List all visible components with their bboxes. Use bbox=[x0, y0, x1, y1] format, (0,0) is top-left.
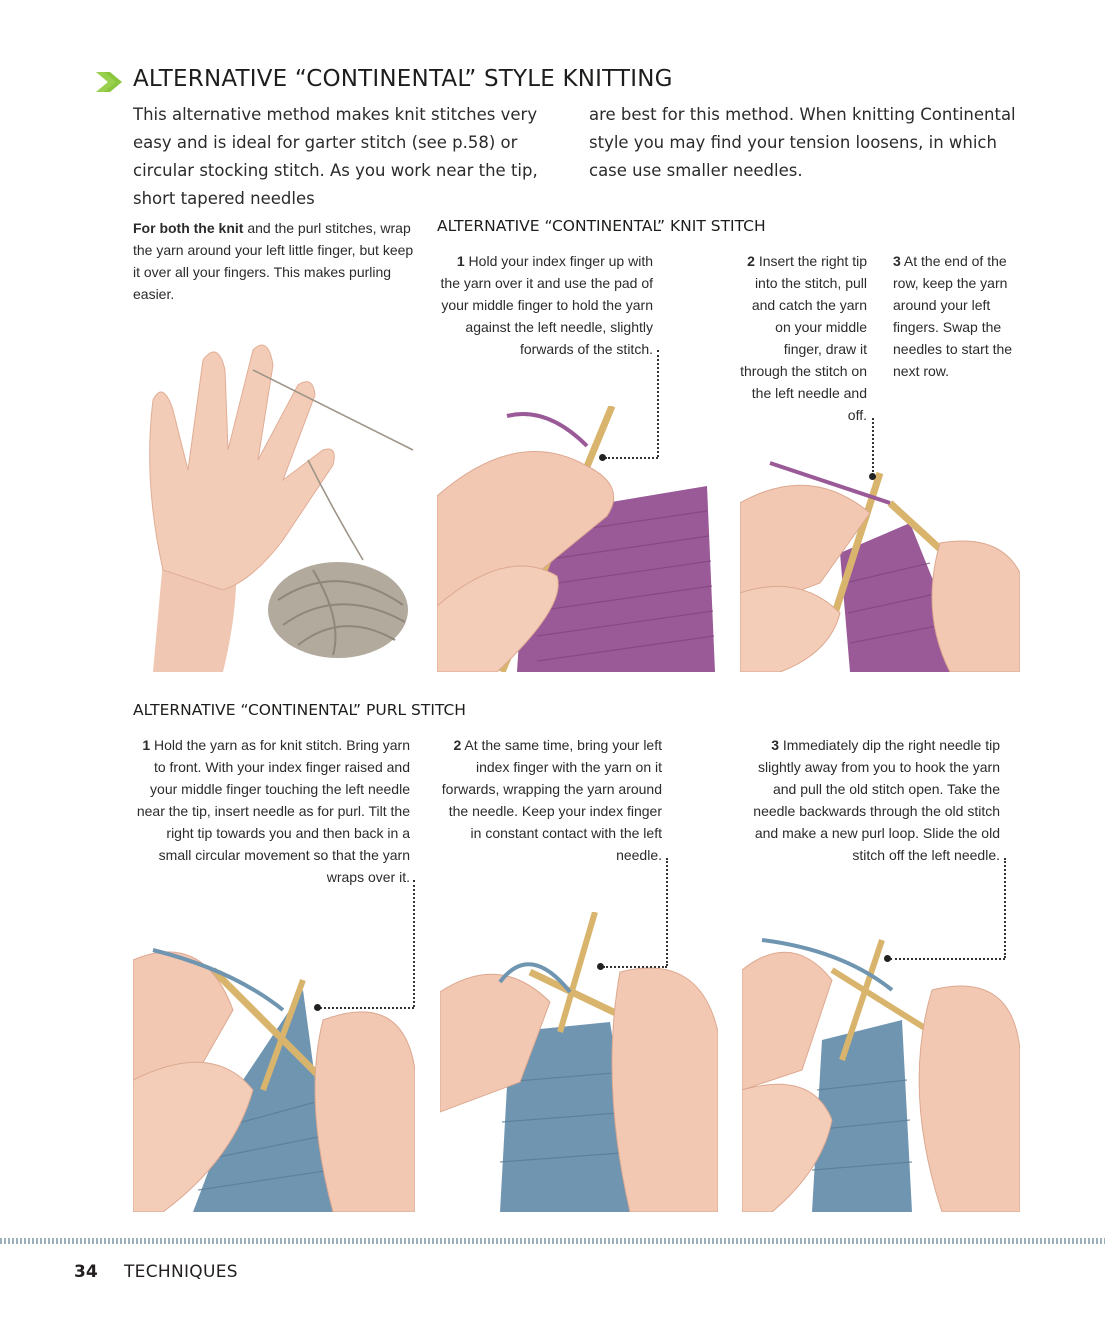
knit-stitch-title: ALTERNATIVE “CONTINENTAL” KNIT STITCH bbox=[437, 217, 766, 235]
purl-step-3-caption bbox=[745, 734, 1000, 866]
step-text: Hold your index finger up with the yarn over it and use the pad of your middle finger to hold the yarn against the left needle, slightly forwards of the stitch. bbox=[440, 253, 653, 357]
purl-step-1-caption bbox=[133, 734, 410, 888]
step-number: 1 bbox=[142, 737, 151, 753]
step-number: 2 bbox=[453, 737, 462, 753]
knit-step-3-photo bbox=[740, 443, 1020, 672]
knit-step-1-photo bbox=[437, 406, 715, 672]
purl-stitch-title: ALTERNATIVE “CONTINENTAL” PURL STITCH bbox=[133, 701, 466, 719]
leader-line bbox=[657, 350, 659, 457]
hand-yarn-photo bbox=[133, 330, 419, 672]
leader-dot bbox=[869, 473, 876, 480]
section-name: TECHNIQUES bbox=[124, 1262, 238, 1282]
step-number: 3 bbox=[771, 737, 779, 753]
step-number: 1 bbox=[456, 253, 465, 269]
chevron-arrow-icon bbox=[96, 72, 122, 92]
purl-step-2-caption bbox=[440, 734, 662, 866]
purl-step-1-photo bbox=[133, 930, 415, 1212]
leader-line bbox=[320, 1007, 414, 1009]
leader-line bbox=[890, 958, 1005, 960]
leader-dot bbox=[314, 1004, 321, 1011]
leader-line bbox=[1004, 858, 1006, 958]
step-text: Hold the yarn as for knit stitch. Bring yarn to front. With your index finger raised and your middle finger touching the left needle near the tip, insert needle as for purl. Tilt the right tip towards you and then back in a small circular movement so that the yarn wraps over it. bbox=[136, 737, 410, 885]
leader-line bbox=[413, 880, 415, 1007]
caption-rest: and the purl stitches, wrap the yarn around your left little finger, but keep it over all your fingers. This makes purling easier. bbox=[133, 220, 414, 302]
yarn-hold-caption bbox=[133, 217, 418, 305]
step-text: Immediately dip the right needle tip slightly away from you to hook the yarn and pull the old stitch open. Take the needle backwards through the old stitch and make a new purl loop. Slide the old stitch off the left needle. bbox=[753, 737, 1000, 863]
step-text: At the end of the row, keep the yarn around your left fingers. Swap the needles to start the next row. bbox=[893, 253, 1013, 379]
step-text: At the same time, bring your left index finger with the yarn on it forwards, wrapping the yarn around the needle. Keep your index finger in constant contact with the left needle. bbox=[441, 737, 662, 863]
leader-line bbox=[872, 418, 874, 476]
leader-dot bbox=[884, 955, 891, 962]
step-number: 3 bbox=[893, 253, 901, 269]
purl-step-3-photo bbox=[742, 930, 1020, 1212]
caption-bold-lead: For both the knit bbox=[133, 220, 244, 236]
purl-step-2-photo bbox=[440, 912, 718, 1212]
knit-step-2-caption bbox=[735, 250, 867, 426]
page-number: 34 bbox=[74, 1262, 98, 1282]
leader-line bbox=[605, 457, 658, 459]
knit-step-3-caption bbox=[893, 250, 1019, 382]
leader-dot bbox=[599, 454, 606, 461]
intro-paragraph-col1: This alternative method makes knit stitches very easy and is ideal for garter stitch (see p.58) or circular stocking stitch. As you work near the tip, short tapered needles bbox=[133, 105, 538, 208]
step-number: 2 bbox=[747, 253, 755, 269]
intro-paragraph-col2: are best for this method. When knitting Continental style you may find your tension loosens, in which case use smaller needles. bbox=[589, 105, 1016, 180]
knit-step-1-caption bbox=[437, 250, 653, 360]
leader-dot bbox=[597, 963, 604, 970]
leader-line bbox=[666, 858, 668, 966]
footer-divider bbox=[0, 1238, 1105, 1244]
leader-line bbox=[603, 966, 667, 968]
step-text: Insert the right tip into the stitch, pull and catch the yarn on your middle finger, draw it through the stitch on the left needle and off. bbox=[740, 253, 867, 423]
page-title: ALTERNATIVE “CONTINENTAL” STYLE KNITTING bbox=[133, 66, 673, 92]
